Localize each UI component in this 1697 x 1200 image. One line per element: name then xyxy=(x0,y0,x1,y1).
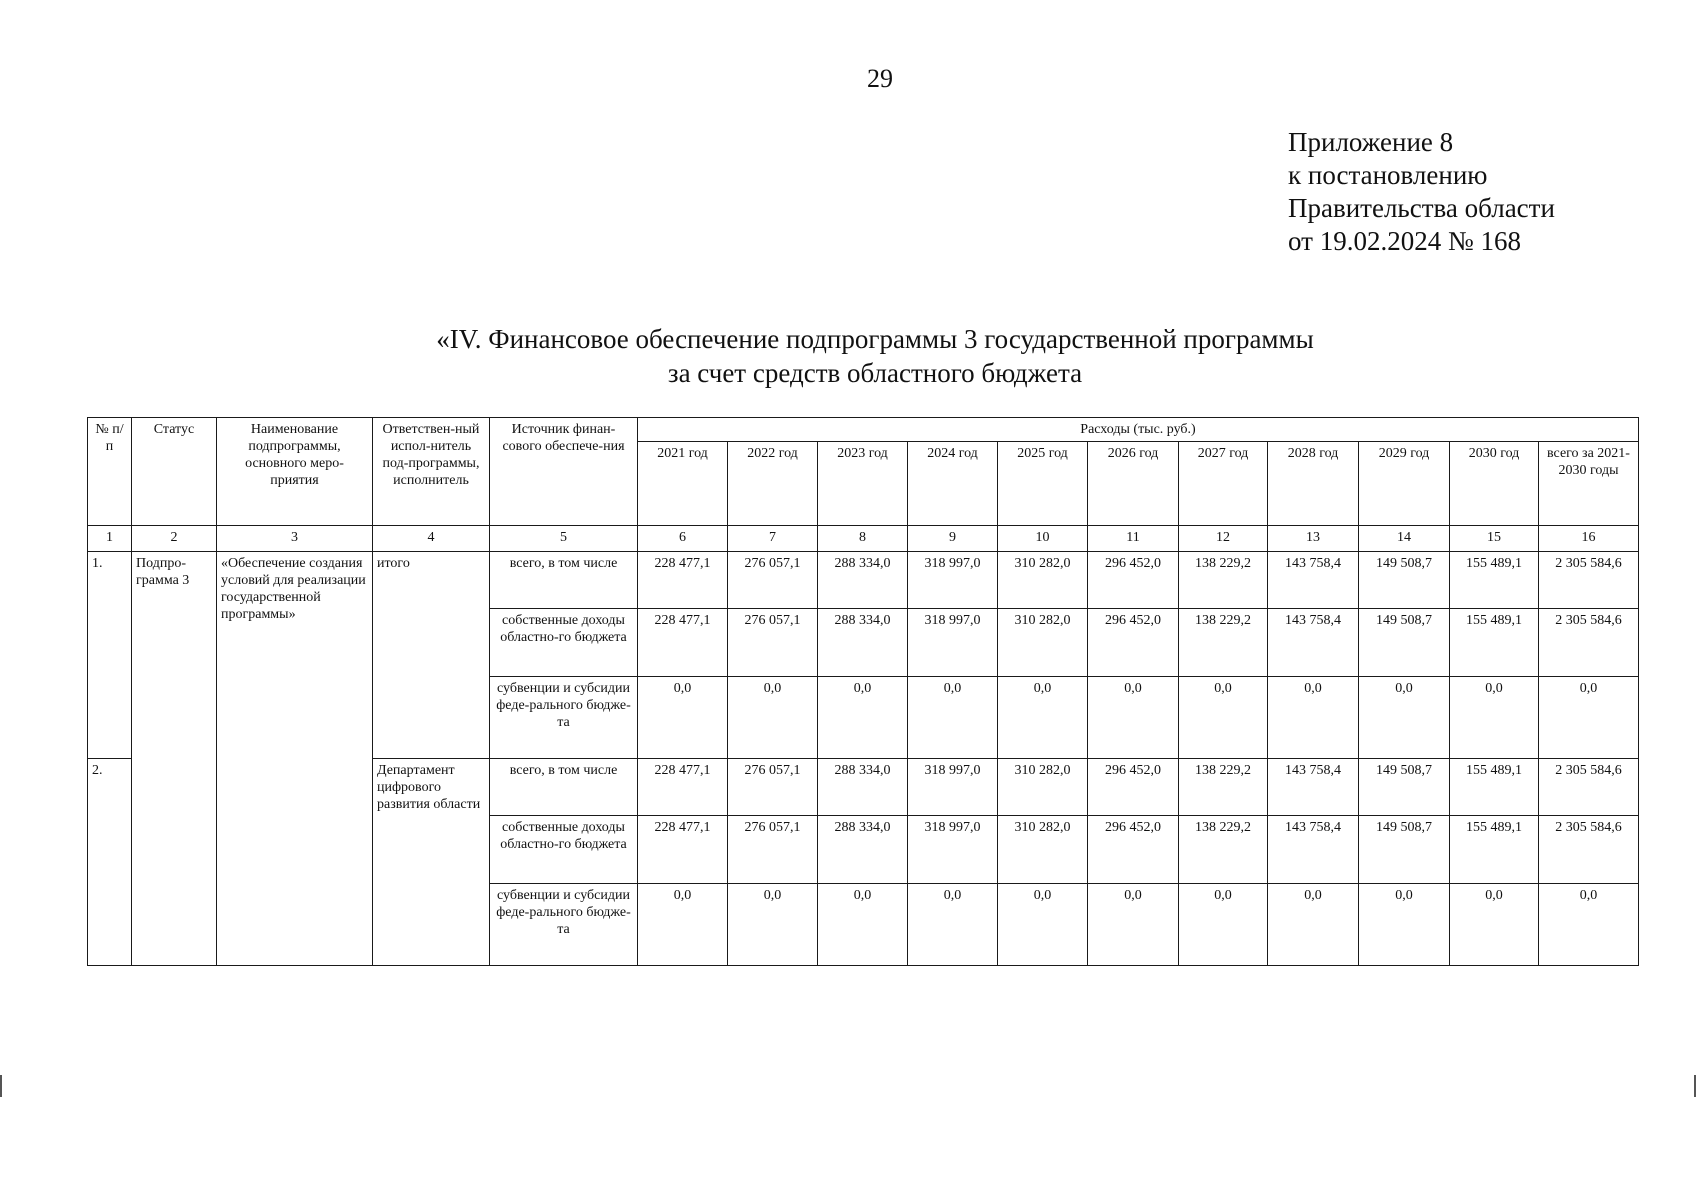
value-cell: 310 282,0 xyxy=(998,759,1088,816)
value-cell: 0,0 xyxy=(1450,884,1539,966)
responsible-cell: итого xyxy=(373,552,490,759)
value-cell: 149 508,7 xyxy=(1359,816,1450,884)
value-cell: 310 282,0 xyxy=(998,552,1088,609)
column-number: 10 xyxy=(998,526,1088,552)
header-year: всего за 2021-2030 годы xyxy=(1539,442,1639,526)
value-cell: 0,0 xyxy=(998,884,1088,966)
column-number: 11 xyxy=(1088,526,1179,552)
value-cell: 318 997,0 xyxy=(908,759,998,816)
page-number: 29 xyxy=(867,64,893,93)
value-cell: 0,0 xyxy=(1539,677,1639,759)
scan-mark-right xyxy=(1694,1075,1696,1097)
header-source: Источник финан-сового обеспече-ния xyxy=(490,418,638,526)
value-cell: 155 489,1 xyxy=(1450,609,1539,677)
value-cell: 149 508,7 xyxy=(1359,552,1450,609)
header-year: 2030 год xyxy=(1450,442,1539,526)
column-number: 7 xyxy=(728,526,818,552)
value-cell: 0,0 xyxy=(1359,677,1450,759)
value-cell: 138 229,2 xyxy=(1179,552,1268,609)
value-cell: 296 452,0 xyxy=(1088,759,1179,816)
header-year: 2025 год xyxy=(998,442,1088,526)
value-cell: 228 477,1 xyxy=(638,609,728,677)
value-cell: 2 305 584,6 xyxy=(1539,816,1639,884)
value-cell: 276 057,1 xyxy=(728,552,818,609)
source-cell: всего, в том числе xyxy=(490,552,638,609)
header-row xyxy=(88,418,1639,442)
column-number: 16 xyxy=(1539,526,1639,552)
value-cell: 0,0 xyxy=(908,884,998,966)
source-cell: собственные доходы областно-го бюджета xyxy=(490,609,638,677)
appendix-line: от 19.02.2024 № 168 xyxy=(1288,226,1521,256)
value-cell: 228 477,1 xyxy=(638,552,728,609)
value-cell: 288 334,0 xyxy=(818,816,908,884)
value-cell: 0,0 xyxy=(1268,884,1359,966)
header-expenses: Расходы (тыс. руб.) xyxy=(638,418,1639,442)
column-number: 15 xyxy=(1450,526,1539,552)
value-cell: 276 057,1 xyxy=(728,609,818,677)
value-cell: 149 508,7 xyxy=(1359,609,1450,677)
value-cell: 0,0 xyxy=(1450,677,1539,759)
header-responsible: Ответствен-ный испол-нитель под-программы, исполнитель xyxy=(373,418,490,526)
value-cell: 310 282,0 xyxy=(998,609,1088,677)
value-cell: 143 758,4 xyxy=(1268,816,1359,884)
value-cell: 143 758,4 xyxy=(1268,609,1359,677)
header-name: Наименование подпрограммы, основного меро-приятия xyxy=(217,418,373,526)
value-cell: 318 997,0 xyxy=(908,816,998,884)
value-cell: 228 477,1 xyxy=(638,816,728,884)
value-cell: 0,0 xyxy=(1179,677,1268,759)
header-year: 2023 год xyxy=(818,442,908,526)
column-number: 4 xyxy=(373,526,490,552)
financing-table xyxy=(87,417,1639,966)
document-title xyxy=(300,322,1450,390)
value-cell: 310 282,0 xyxy=(998,816,1088,884)
column-number: 6 xyxy=(638,526,728,552)
value-cell: 288 334,0 xyxy=(818,552,908,609)
header-year: 2021 год xyxy=(638,442,728,526)
header-year: 2028 год xyxy=(1268,442,1359,526)
header-year: 2024 год xyxy=(908,442,998,526)
status-cell: Подпро-грамма 3 xyxy=(132,552,217,966)
value-cell: 276 057,1 xyxy=(728,816,818,884)
header-year: 2022 год xyxy=(728,442,818,526)
header-num: № п/п xyxy=(88,418,132,526)
column-number: 1 xyxy=(88,526,132,552)
value-cell: 149 508,7 xyxy=(1359,759,1450,816)
column-number: 5 xyxy=(490,526,638,552)
value-cell: 296 452,0 xyxy=(1088,816,1179,884)
value-cell: 0,0 xyxy=(1088,677,1179,759)
source-cell: всего, в том числе xyxy=(490,759,638,816)
value-cell: 0,0 xyxy=(1088,884,1179,966)
column-numbers-row xyxy=(88,526,1639,552)
value-cell: 0,0 xyxy=(1359,884,1450,966)
value-cell: 155 489,1 xyxy=(1450,816,1539,884)
source-cell: собственные доходы областно-го бюджета xyxy=(490,816,638,884)
title-line: за счет средств областного бюджета xyxy=(667,358,1083,388)
column-number: 9 xyxy=(908,526,998,552)
name-cell: «Обеспечение создания условий для реализации государственной программы» xyxy=(217,552,373,966)
row-number: 1. xyxy=(88,552,132,759)
value-cell: 155 489,1 xyxy=(1450,552,1539,609)
value-cell: 0,0 xyxy=(998,677,1088,759)
column-number: 2 xyxy=(132,526,217,552)
value-cell: 155 489,1 xyxy=(1450,759,1539,816)
column-number: 12 xyxy=(1179,526,1268,552)
value-cell: 0,0 xyxy=(818,677,908,759)
appendix-line: к постановлению xyxy=(1288,160,1488,190)
value-cell: 276 057,1 xyxy=(728,759,818,816)
value-cell: 0,0 xyxy=(908,677,998,759)
value-cell: 0,0 xyxy=(1179,884,1268,966)
appendix-line: Приложение 8 xyxy=(1288,127,1454,157)
value-cell: 296 452,0 xyxy=(1088,609,1179,677)
value-cell: 288 334,0 xyxy=(818,609,908,677)
source-cell: субвенции и субсидии феде-рального бюдже-та xyxy=(490,884,638,966)
header-year: 2027 год xyxy=(1179,442,1268,526)
appendix-block xyxy=(1288,126,1555,258)
value-cell: 228 477,1 xyxy=(638,759,728,816)
value-cell: 0,0 xyxy=(638,884,728,966)
header-status: Статус xyxy=(132,418,217,526)
value-cell: 143 758,4 xyxy=(1268,552,1359,609)
header-year: 2026 год xyxy=(1088,442,1179,526)
value-cell: 2 305 584,6 xyxy=(1539,759,1639,816)
source-cell: субвенции и субсидии феде-рального бюдже-та xyxy=(490,677,638,759)
column-number: 14 xyxy=(1359,526,1450,552)
value-cell: 318 997,0 xyxy=(908,552,998,609)
row-number: 2. xyxy=(88,759,132,966)
value-cell: 0,0 xyxy=(728,884,818,966)
value-cell: 143 758,4 xyxy=(1268,759,1359,816)
responsible-cell: Департамент цифрового развития области xyxy=(373,759,490,966)
value-cell: 0,0 xyxy=(638,677,728,759)
column-number: 8 xyxy=(818,526,908,552)
column-number: 13 xyxy=(1268,526,1359,552)
title-line: «IV. Финансовое обеспечение подпрограммы 3 государственной программы xyxy=(436,324,1314,354)
header-year: 2029 год xyxy=(1359,442,1450,526)
value-cell: 296 452,0 xyxy=(1088,552,1179,609)
value-cell: 0,0 xyxy=(818,884,908,966)
table-row xyxy=(88,552,1639,609)
value-cell: 2 305 584,6 xyxy=(1539,609,1639,677)
value-cell: 2 305 584,6 xyxy=(1539,552,1639,609)
value-cell: 138 229,2 xyxy=(1179,816,1268,884)
appendix-line: Правительства области xyxy=(1288,193,1555,223)
value-cell: 138 229,2 xyxy=(1179,609,1268,677)
column-number: 3 xyxy=(217,526,373,552)
value-cell: 288 334,0 xyxy=(818,759,908,816)
value-cell: 0,0 xyxy=(1268,677,1359,759)
value-cell: 0,0 xyxy=(1539,884,1639,966)
value-cell: 0,0 xyxy=(728,677,818,759)
scan-mark-left xyxy=(0,1075,2,1097)
value-cell: 318 997,0 xyxy=(908,609,998,677)
value-cell: 138 229,2 xyxy=(1179,759,1268,816)
